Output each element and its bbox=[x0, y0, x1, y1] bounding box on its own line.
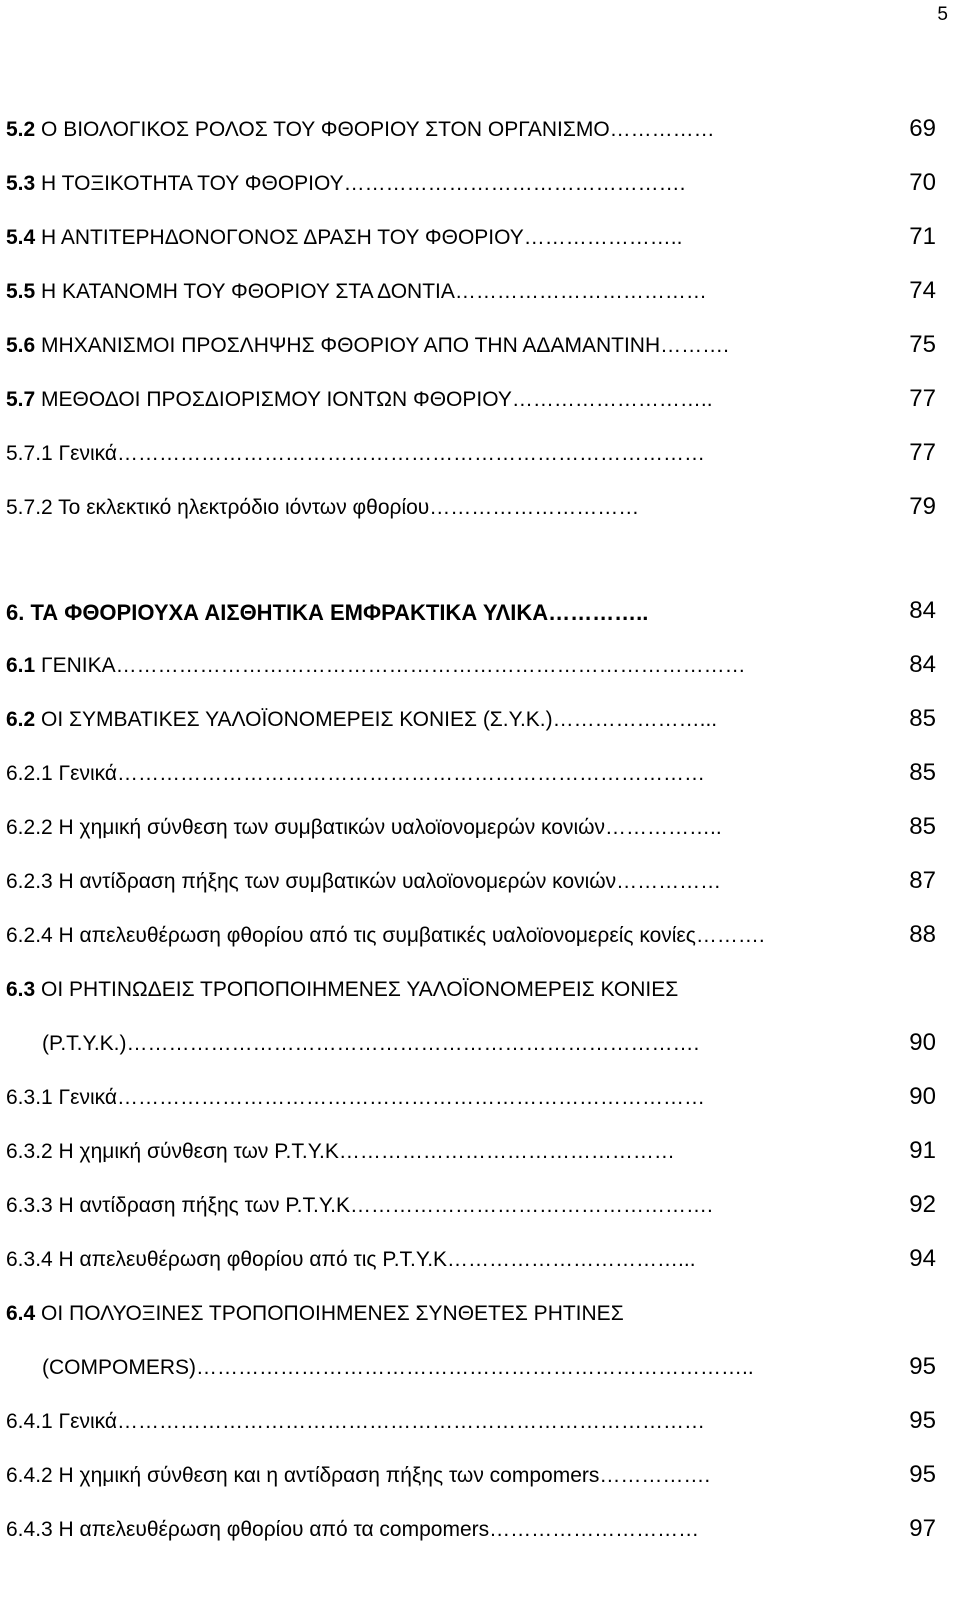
toc-subentry bbox=[6, 867, 936, 924]
entry-title: 6.2.1 Γενικά………………………………………………………………………… bbox=[6, 762, 706, 785]
entry-title: Η ΚΑΤΑΝΟΜΗ ΤΟΥ ΦΘΟΡΙΟΥ ΣΤΑ ΔΟΝΤΙΑ……………………………… bbox=[35, 280, 707, 303]
entry-number: 5.7 bbox=[6, 388, 36, 411]
entry-page: 85 bbox=[909, 813, 936, 840]
entry-page: 94 bbox=[909, 1245, 936, 1272]
entry-title: Η ΑΝΤΙΤΕΡΗΔΟΝΟΓΟΝΟΣ ΔΡΑΣΗ ΤΟΥ ΦΘΟΡΙΟΥ………………….. bbox=[35, 226, 683, 249]
toc-entry bbox=[6, 223, 936, 280]
entry-title: ΜΗΧΑΝΙΣΜΟΙ ΠΡΟΣΛΗΨΗΣ ΦΘΟΡΙΟΥ ΑΠΟ ΤΗΝ ΑΔΑΜΑΝΤΙΝΗ………. bbox=[35, 334, 729, 357]
entry-number: 5.5 bbox=[6, 280, 36, 303]
entry-title: ΟΙ ΠΟΛΥΟΞΙΝΕΣ ΤΡΟΠΟΠΟΙΗΜΕΝΕΣ ΣΥΝΘΕΤΕΣ ΡΗΤΙΝΕΣ bbox=[35, 1302, 624, 1325]
entry-number: 5.6 bbox=[6, 334, 36, 357]
entry-number: 6.4 bbox=[6, 1302, 36, 1325]
toc-subentry bbox=[6, 759, 936, 816]
entry-page: 88 bbox=[909, 921, 936, 948]
entry-title: 6.2.4 Η απελευθέρωση φθορίου από τις συμβατικές υαλοϊονομερείς κονίες………. bbox=[6, 924, 765, 947]
toc-entry bbox=[6, 385, 936, 442]
toc-entry-continuation bbox=[6, 1353, 936, 1410]
toc-subentry bbox=[6, 493, 936, 550]
entry-page: 95 bbox=[909, 1407, 936, 1434]
entry-title: ΟΙ ΡΗΤΙΝΩΔΕΙΣ ΤΡΟΠΟΠΟΙΗΜΕΝΕΣ ΥΑΛΟΪΟΝΟΜΕΡΕΙΣ ΚΟΝΙΕΣ bbox=[35, 978, 679, 1001]
entry-title: ΟΙ ΣΥΜΒΑΤΙΚΕΣ ΥΑΛΟΪΟΝΟΜΕΡΕΙΣ ΚΟΝΙΕΣ (Σ.Υ.Κ.)…………………... bbox=[35, 708, 718, 731]
entry-title: 5.7.2 Το εκλεκτικό ηλεκτρόδιο ιόντων φθορίου………………………… bbox=[6, 496, 640, 519]
table-of-contents bbox=[6, 115, 936, 1572]
page-number: 5 bbox=[937, 4, 948, 25]
entry-page: 79 bbox=[909, 493, 936, 520]
entry-page: 85 bbox=[909, 759, 936, 786]
toc-entry bbox=[6, 651, 936, 708]
entry-title: (Ρ.Τ.Υ.Κ.)………………………………………………………………………. bbox=[42, 1032, 700, 1055]
toc-subentry bbox=[6, 1407, 936, 1464]
entry-title: 6.4.3 Η απελευθέρωση φθορίου από τα compomers………………………… bbox=[6, 1518, 700, 1541]
entry-page: 77 bbox=[909, 439, 936, 466]
toc-entry-continuation bbox=[6, 1029, 936, 1086]
entry-page: 87 bbox=[909, 867, 936, 894]
entry-title: ΓΕΝΙΚΑ……………………………………………………………………………… bbox=[35, 654, 746, 677]
entry-title: 6.4.1 Γενικά………………………………………………………………………… bbox=[6, 1410, 706, 1433]
entry-title: 6.3.2 Η χημική σύνθεση των Ρ.Τ.Υ.Κ………………………………………… bbox=[6, 1140, 675, 1163]
entry-title: 6.2.3 Η αντίδραση πήξης των συμβατικών υαλοϊονομερών κονιών…………… bbox=[6, 870, 722, 893]
toc-subentry bbox=[6, 1461, 936, 1518]
entry-page: 74 bbox=[909, 277, 936, 304]
entry-page: 69 bbox=[909, 115, 936, 142]
toc-entry bbox=[6, 277, 936, 334]
entry-number: 5.4 bbox=[6, 226, 36, 249]
entry-page: 71 bbox=[909, 223, 936, 250]
chapter-title: 6. ΤΑ ΦΘΟΡΙΟΥΧΑ ΑΙΣΘΗΤΙΚΑ ΕΜΦΡΑΚΤΙΚΑ ΥΛΙΚΑ………….. bbox=[6, 600, 649, 625]
entry-title: 6.2.2 Η χημική σύνθεση των συμβατικών υαλοϊονομερών κονιών…………….. bbox=[6, 816, 722, 839]
entry-number: 6.1 bbox=[6, 654, 36, 677]
entry-page: 75 bbox=[909, 331, 936, 358]
entry-title: 6.4.2 Η χημική σύνθεση και η αντίδραση πήξης των compomers……………. bbox=[6, 1464, 711, 1487]
toc-entry bbox=[6, 705, 936, 762]
entry-title: Ο ΒΙΟΛΟΓΙΚΟΣ ΡΟΛΟΣ ΤΟΥ ΦΘΟΡΙΟΥ ΣΤΟΝ ΟΡΓΑΝΙΣΜΟ…………… bbox=[35, 118, 715, 141]
entry-title: Η ΤΟΞΙΚΟΤΗΤΑ ΤΟΥ ΦΘΟΡΙΟΥ…………………………………………. bbox=[35, 172, 686, 195]
entry-page: 90 bbox=[909, 1029, 936, 1056]
toc-subentry bbox=[6, 1083, 936, 1140]
toc-entry bbox=[6, 115, 936, 172]
toc-entry bbox=[6, 978, 936, 1032]
entry-number: 6.2 bbox=[6, 708, 36, 731]
toc-subentry bbox=[6, 813, 936, 870]
toc-chapter bbox=[6, 597, 936, 654]
toc-subentry bbox=[6, 1191, 936, 1248]
entry-page: 84 bbox=[909, 651, 936, 678]
toc-subentry bbox=[6, 1137, 936, 1194]
entry-number: 6.3 bbox=[6, 978, 36, 1001]
toc-entry bbox=[6, 1302, 936, 1356]
entry-page: 85 bbox=[909, 705, 936, 732]
toc-subentry bbox=[6, 1245, 936, 1302]
entry-page: 70 bbox=[909, 169, 936, 196]
toc-subentry bbox=[6, 1515, 936, 1572]
entry-title: (COMPOMERS)…………………………………………………………………….. bbox=[42, 1356, 754, 1379]
entry-page: 84 bbox=[909, 597, 936, 624]
entry-number: 5.2 bbox=[6, 118, 36, 141]
entry-title: 6.3.1 Γενικά………………………………………………………………………… bbox=[6, 1086, 706, 1109]
entry-title: 6.3.3 Η αντίδραση πήξης των Ρ.Τ.Υ.Κ……………………………………………. bbox=[6, 1194, 713, 1217]
toc-subentry bbox=[6, 439, 936, 496]
entry-page: 92 bbox=[909, 1191, 936, 1218]
entry-page: 90 bbox=[909, 1083, 936, 1110]
toc-subentry bbox=[6, 921, 936, 978]
entry-page: 95 bbox=[909, 1353, 936, 1380]
toc-entry bbox=[6, 331, 936, 388]
entry-page: 77 bbox=[909, 385, 936, 412]
entry-number: 5.3 bbox=[6, 172, 36, 195]
entry-page: 91 bbox=[909, 1137, 936, 1164]
entry-page: 97 bbox=[909, 1515, 936, 1542]
entry-title: 6.3.4 Η απελευθέρωση φθορίου από τις Ρ.Τ.Υ.Κ……………………………... bbox=[6, 1248, 696, 1271]
entry-title: ΜΕΘΟΔΟΙ ΠΡΟΣΔΙΟΡΙΣΜΟΥ ΙΟΝΤΩΝ ΦΘΟΡΙΟΥ……………………….. bbox=[35, 388, 713, 411]
entry-title: 5.7.1 Γενικά………………………………………………………………………… bbox=[6, 442, 706, 465]
entry-page: 95 bbox=[909, 1461, 936, 1488]
toc-entry bbox=[6, 169, 936, 226]
